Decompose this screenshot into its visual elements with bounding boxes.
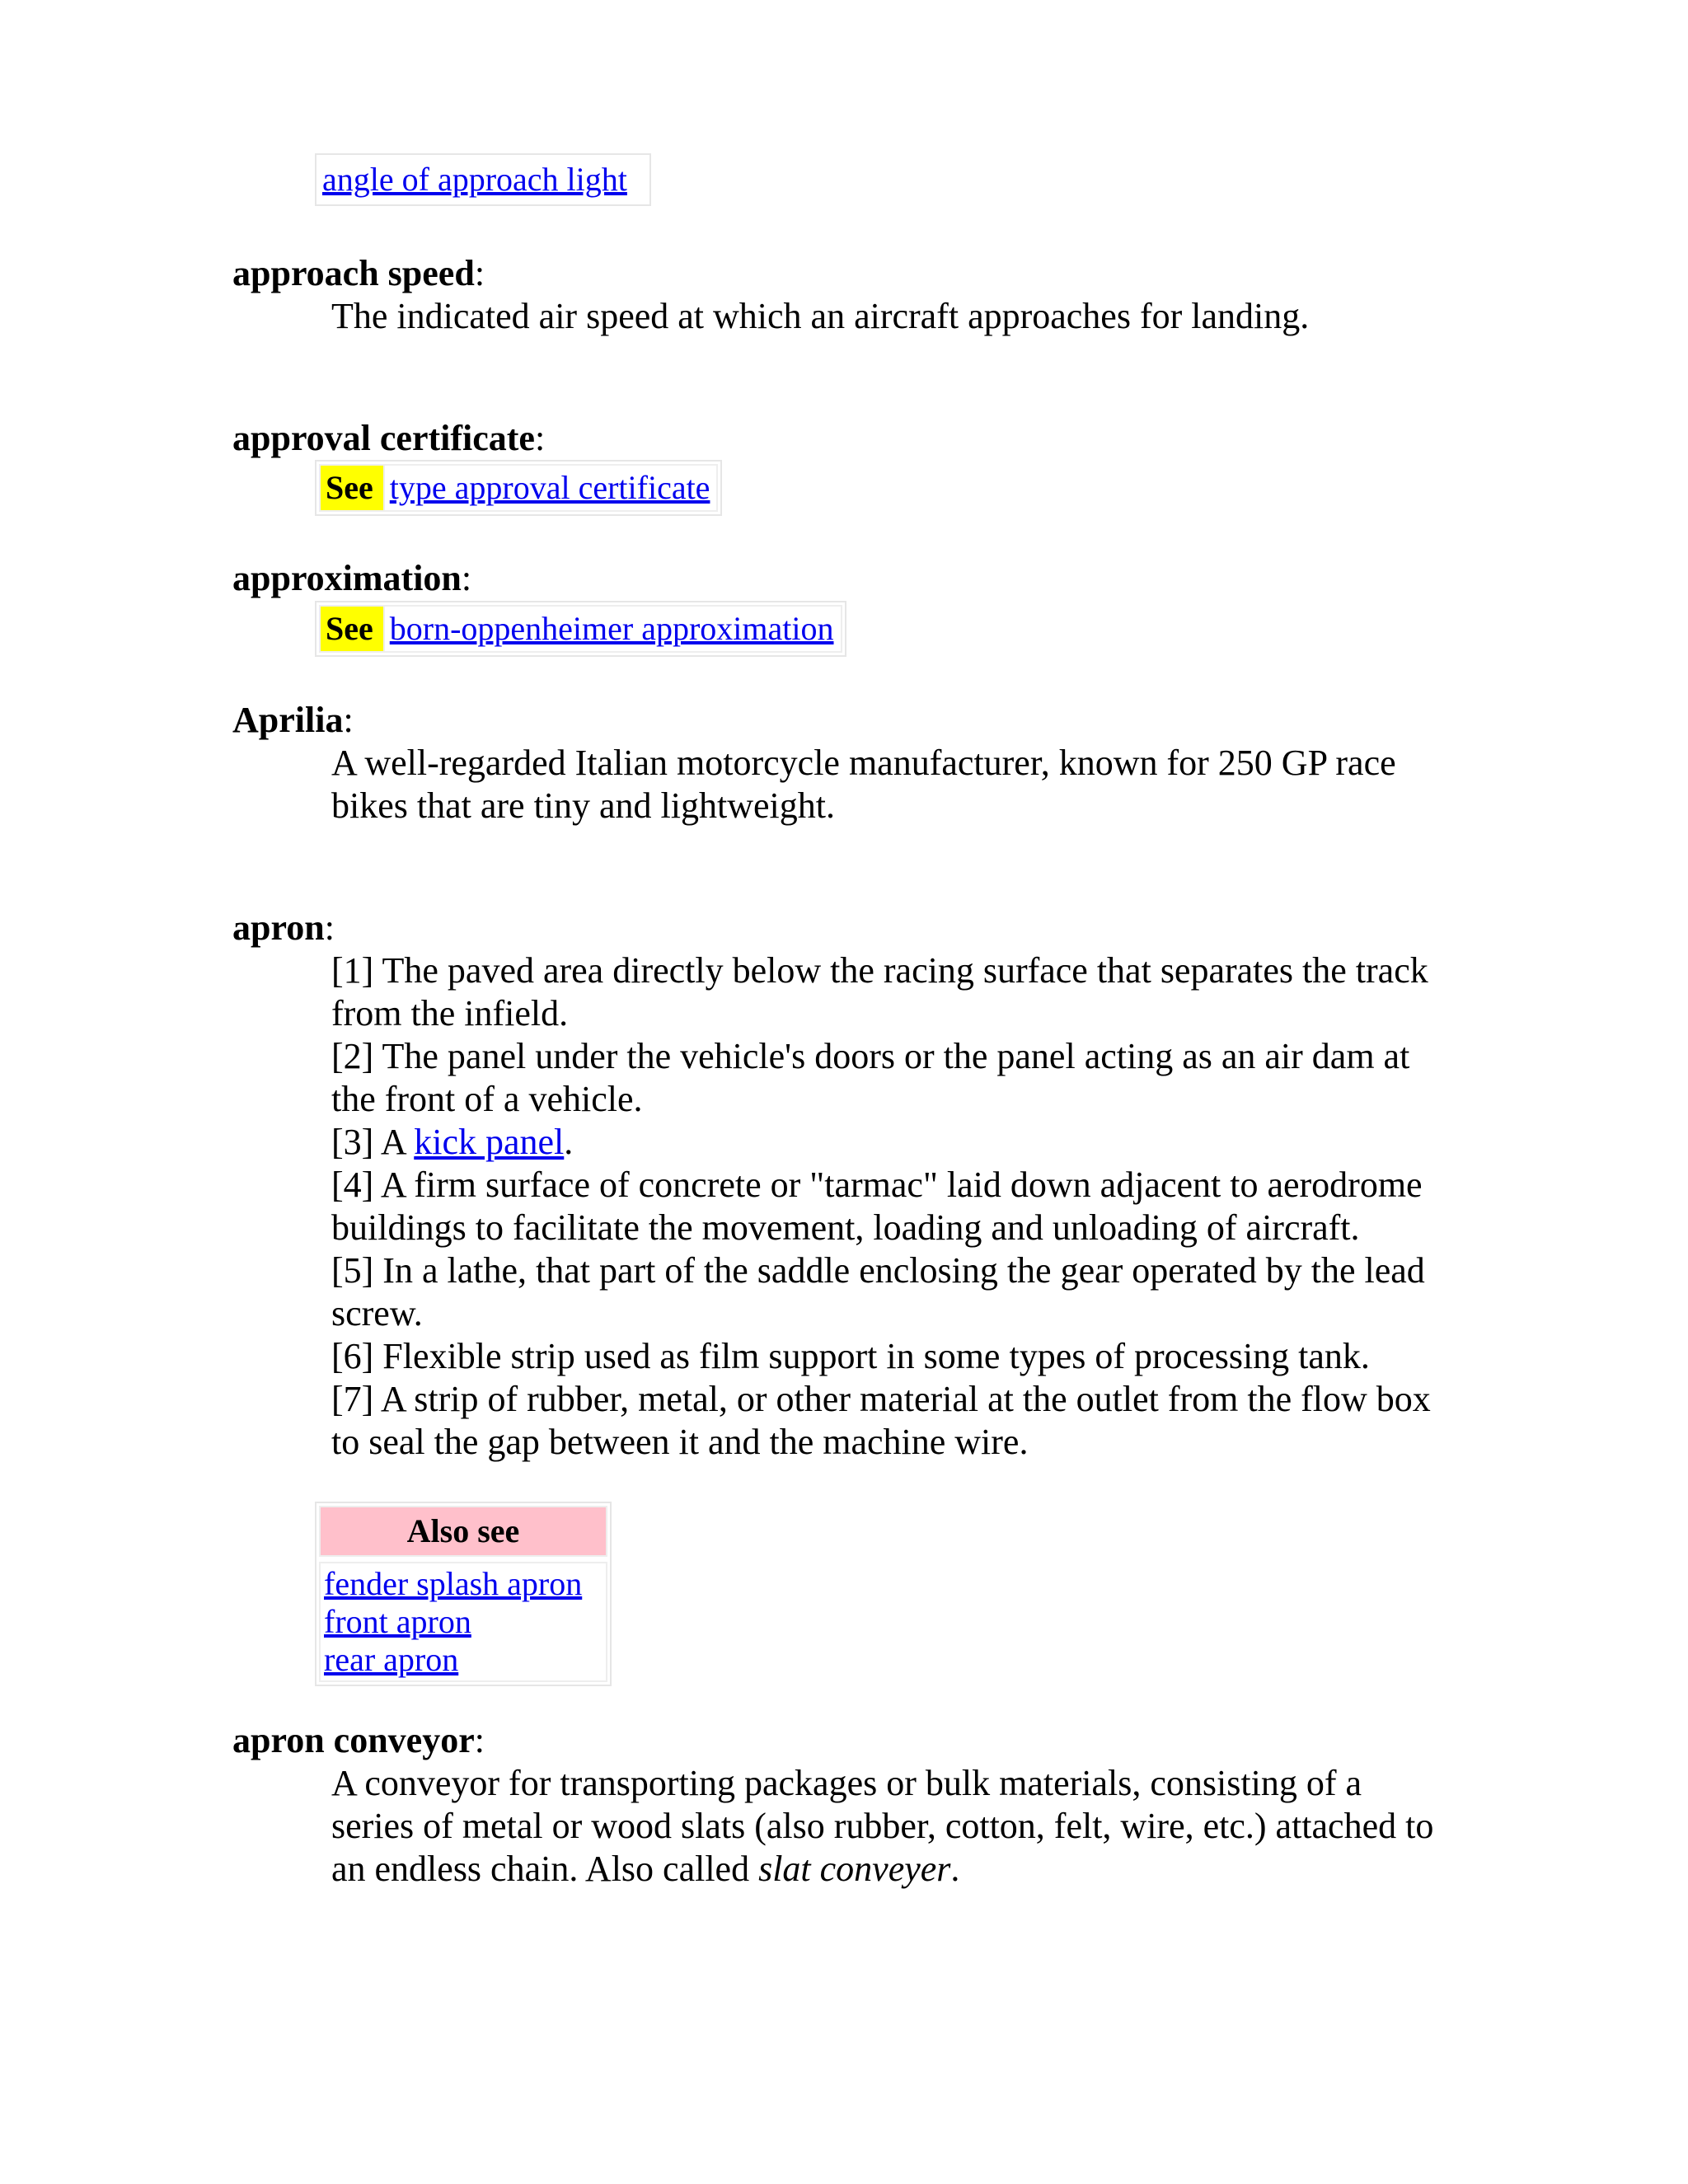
term-apron: apron <box>232 907 325 948</box>
term-approach-speed: approach speed <box>232 253 475 293</box>
entry-aprilia: Aprilia: A well-regarded Italian motorcycle manufacturer, known for 250 GP race bikes that are tiny and lightweight. <box>232 699 1485 827</box>
link-rear-apron[interactable]: rear apron <box>324 1641 459 1678</box>
term-aprilia: Aprilia <box>232 700 344 740</box>
apron-def-6: [6] Flexible strip used as film support in some types of processing tank. <box>331 1336 1370 1376</box>
link-born-oppenheimer-approximation[interactable]: born-oppenheimer approximation <box>389 610 834 647</box>
apron-def-2: [2] The panel under the vehicle's doors or the panel acting as an air dam at the front of a vehicle. <box>331 1036 1410 1119</box>
definition-apron-conveyor: A conveyor for transporting packages or bulk materials, consisting of a series of metal or wood slats (also rubber, cotton, felt, wire, etc.) attached to an endless chain. Also called slat conveyer. <box>331 1763 1434 1889</box>
also-see-header: Also see <box>319 1506 607 1557</box>
also-see-list <box>319 1562 607 1682</box>
see-label: See <box>321 607 385 651</box>
also-see-box <box>315 1502 612 1686</box>
entry-approach-speed: approach speed: The indicated air speed at which an aircraft approaches for landing. <box>232 252 1485 338</box>
definition-aprilia: A well-regarded Italian motorcycle manufacturer, known for 250 GP race bikes that are tiny and lightweight. <box>331 743 1396 826</box>
link-fender-splash-apron[interactable]: fender splash apron <box>324 1565 583 1602</box>
apron-def-3: [3] A kick panel. <box>331 1122 574 1162</box>
definition-approach-speed: The indicated air speed at which an aircraft approaches for landing. <box>331 296 1310 336</box>
see-label: See <box>321 466 385 510</box>
apron-def-7: [7] A strip of rubber, metal, or other material at the outlet from the flow box to seal the gap between it and the machine wire. <box>331 1379 1431 1462</box>
definitions-apron <box>331 949 1436 1464</box>
entry-apron-conveyor: apron conveyor: A conveyor for transporting packages or bulk materials, consisting of a series of metal or wood slats (also rubber, cotton, felt, wire, etc.) attached to an endless chain. Also called slat conveyer. <box>232 1719 1485 1891</box>
link-kick-panel[interactable]: kick panel <box>414 1122 565 1162</box>
term-apron-conveyor: apron conveyor <box>232 1720 475 1760</box>
link-angle-of-approach-light[interactable]: angle of approach light <box>322 161 627 198</box>
see-box-approval-certificate <box>315 460 722 516</box>
entry-approximation: approximation: <box>232 558 472 598</box>
link-type-approval-certificate[interactable]: type approval certificate <box>389 469 710 506</box>
see-box-approximation <box>315 601 846 657</box>
apron-def-4: [4] A firm surface of concrete or "tarmac" laid down adjacent to aerodrome buildings to facilitate the movement, loading and unloading of aircraft. <box>331 1165 1423 1248</box>
term-approval-certificate: approval certificate <box>232 418 535 458</box>
link-front-apron[interactable]: front apron <box>324 1603 471 1640</box>
apron-def-5: [5] In a lathe, that part of the saddle enclosing the gear operated by the lead screw. <box>331 1250 1425 1333</box>
top-link-box <box>315 153 651 206</box>
alt-name-slat-conveyer: slat conveyer <box>758 1849 951 1889</box>
entry-approval-certificate: approval certificate: <box>232 418 546 458</box>
apron-def-1: [1] The paved area directly below the racing surface that separates the track from the infield. <box>331 950 1428 1033</box>
term-approximation: approximation <box>232 558 462 598</box>
entry-apron: apron: [1] The paved area directly below the racing surface that separates the track from the infield. [2] The panel under the vehicle's doors or the panel acting as an air dam at the front of a vehicle. [3] A kick panel. [4] A firm surface of concrete or "tarmac" laid down adjacent to aerodrome buildings to facilitate the movement, loading and unloading of aircraft. [5] In a lathe, that part of the saddle enclosing the gear operated by the lead screw. [6] Flexible strip used as film support in some types of processing tank. [7] A strip of rubber, metal, or other material at the outlet from the flow box to seal the gap between it and the machine wire. <box>232 907 1485 1464</box>
